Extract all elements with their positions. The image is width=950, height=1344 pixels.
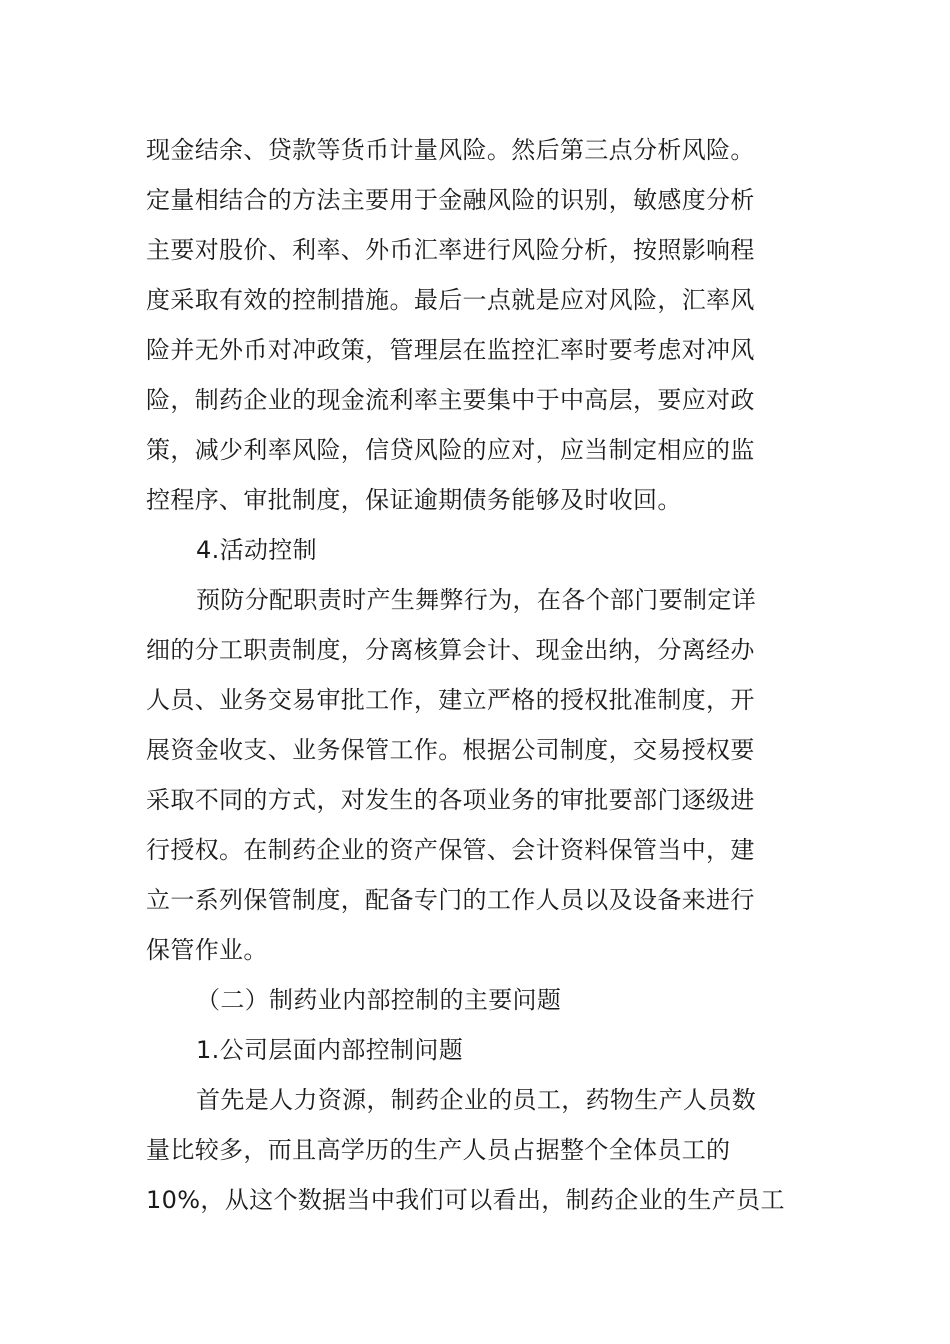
text-line: 10%，从这个数据当中我们可以看出，制药企业的生产员工: [146, 1186, 785, 1214]
text-line: 主要对股价、利率、外币汇率进行风险分析，按照影响程: [146, 236, 755, 264]
body-text: [146, 125, 806, 1225]
text-line: 险，制药企业的现金流利率主要集中于中高层，要应对政: [146, 386, 755, 414]
section-heading: 4.活动控制: [196, 536, 317, 564]
paragraph-start: 预防分配职责时产生舞弊行为，在各个部门要制定详: [196, 586, 757, 614]
text-line: 细的分工职责制度，分离核算会计、现金出纳，分离经办: [146, 636, 755, 664]
text-line: 行授权。在制药企业的资产保管、会计资料保管当中，建: [146, 836, 755, 864]
text-line: 险并无外币对冲政策，管理层在监控汇率时要考虑对冲风: [146, 336, 755, 364]
paragraph-start: 首先是人力资源，制药企业的员工，药物生产人员数: [196, 1086, 757, 1114]
text-line: 度采取有效的控制措施。最后一点就是应对风险，汇率风: [146, 286, 755, 314]
text-line: 展资金收支、业务保管工作。根据公司制度，交易授权要: [146, 736, 755, 764]
text-line: 人员、业务交易审批工作，建立严格的授权批准制度，开: [146, 686, 755, 714]
text-line: 立一系列保管制度，配备专门的工作人员以及设备来进行: [146, 886, 755, 914]
text-line: 控程序、审批制度，保证逾期债务能够及时收回。: [146, 486, 682, 514]
text-line: 量比较多，而且高学历的生产人员占据整个全体员工的: [146, 1136, 731, 1164]
subsection-heading: 1.公司层面内部控制问题: [196, 1036, 464, 1064]
text-line: 定量相结合的方法主要用于金融风险的识别，敏感度分析: [146, 186, 755, 214]
text-line: 采取不同的方式，对发生的各项业务的审批要部门逐级进: [146, 786, 755, 814]
text-line: 保管作业。: [146, 936, 268, 964]
text-line: 现金结余、贷款等货币计量风险。然后第三点分析风险。: [146, 136, 755, 164]
section-heading: （二）制药业内部控制的主要问题: [196, 986, 562, 1014]
text-line: 策，减少利率风险，信贷风险的应对，应当制定相应的监: [146, 436, 755, 464]
